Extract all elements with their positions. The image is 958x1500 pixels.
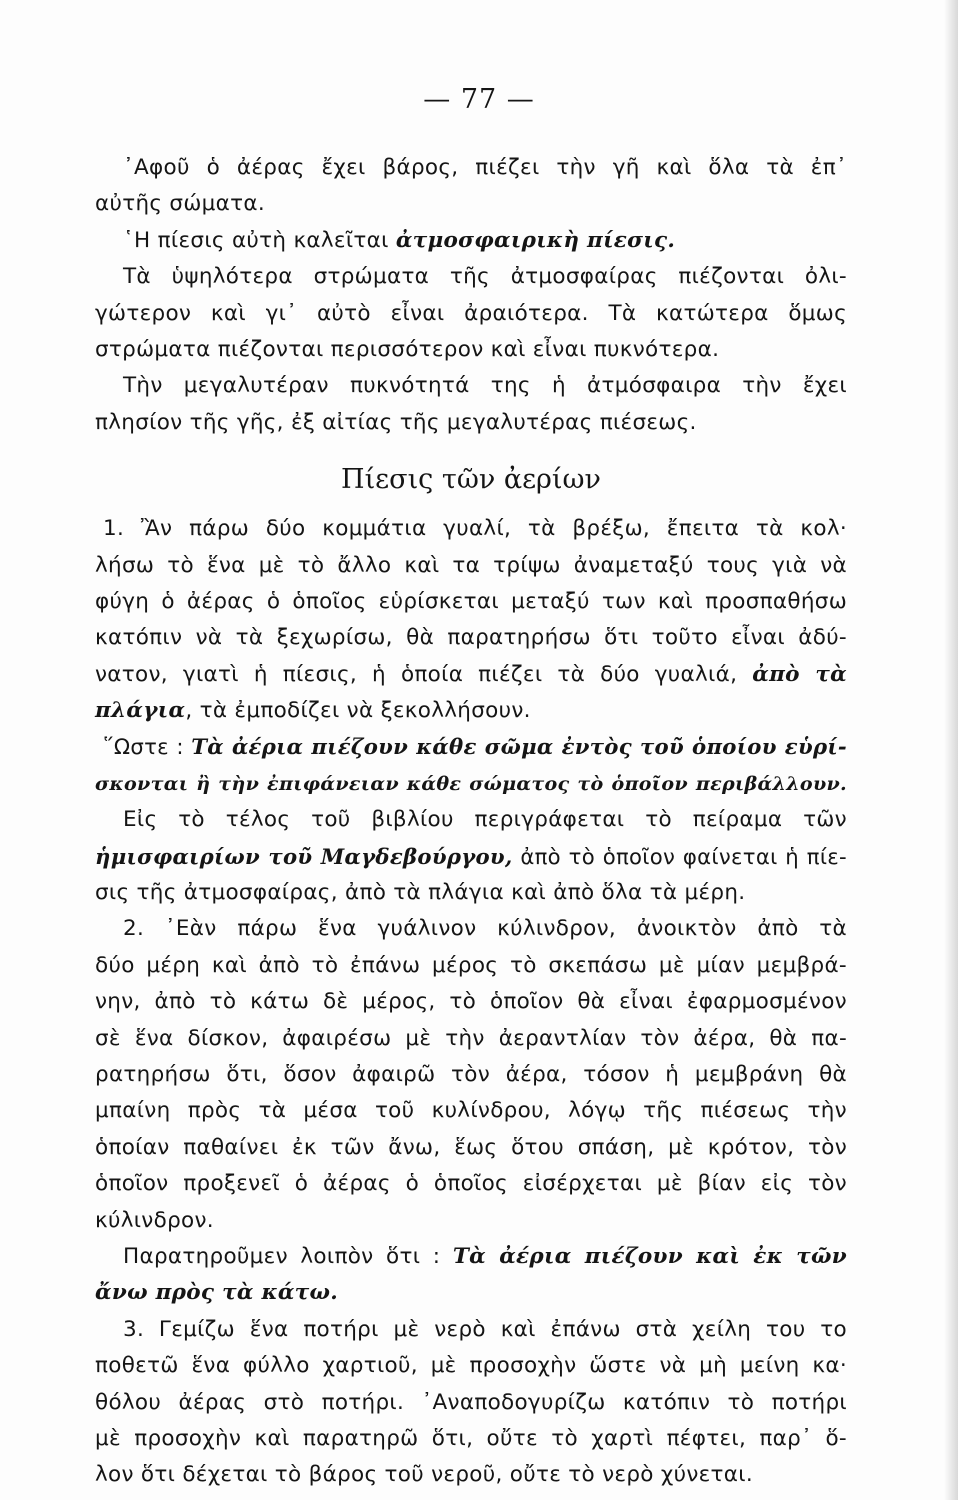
text-line: γώτερον καὶ γι᾿ αὐτὸ εἶναι ἀραιότερα. Τὰ κατώτερα ὅμως [95,300,847,326]
text-line: κατόπιν νὰ τὰ ξεχωρίσω, θὰ παρατηρήσω ὅτι τοῦτο εἶναι ἀδύ- [95,625,847,651]
text-line [95,693,847,729]
text-line: ὁποίαν παθαίνει ἐκ τῶν ἄνω, ἕως ὅτου σπάση, μὲ κρότον, τὸν [95,1134,847,1160]
text-span: , τὰ ἐμποδίζει νὰ ξεκολλήσουν. [185,698,531,724]
text-line [95,223,847,259]
text-line: σις τῆς ἀτμοσφαίρας, ἀπὸ τὰ πλάγια καὶ ἀπὸ ὅλα τὰ μέρη. [95,880,746,906]
text-line: Τὴν μεγαλυτέραν πυκνότητά της ἡ ἀτμόσφαιρα τὴν ἔχει [123,373,847,399]
text-line: ποθετῶ ἕνα φύλλο χαρτιοῦ, μὲ προσοχὴν ὥστε νὰ μὴ μείνη κα· [95,1353,847,1379]
emphasis-span: Τὰ ἀέρια πιέζουν κάθε σῶμα ἐντὸς τοῦ ὁποίου εὑρί- [191,734,847,760]
text-line: λον ὅτι δέχεται τὸ βάρος τοῦ νεροῦ, οὔτε τὸ νερὸ χύνεται. [95,1462,753,1488]
page-body [95,150,847,1494]
term-magdeburg-hemispheres: ἡμισφαιρίων τοῦ Μαγδεβούργου, [95,843,513,869]
text-line: σὲ ἕνα δίσκον, ἀφαιρέσω μὲ τὴν ἀεραντλίαν τὸν ἀέρα, θὰ πα- [95,1025,847,1051]
text-line: κύλινδρον. [95,1207,214,1233]
text-line: Εἰς τὸ τέλος τοῦ βιβλίου περιγράφεται τὸ πείραμα τῶν [123,807,847,833]
text-line: δύο μέρη καὶ ἀπὸ τὸ ἐπάνω μέρος τὸ σκεπάσω μὲ μίαν μεμβρά- [95,952,847,978]
text-line: σκονται ἢ τὴν ἐπιφάνειαν κάθε σώματος τὸ ὁποῖον περιβάλλουν. [95,771,847,795]
text-span: νατον, γιατὶ ἡ πίεσις, ἡ ὁποία πιέζει τὰ δύο γυαλιά, [95,661,753,687]
text-span: ἀπὸ τὸ ὁποῖον φαίνεται ἡ πίε- [512,843,847,869]
text-line: 2. ᾿Εὰν πάρω ἕνα γυάλινον κύλινδρον, ἀνοικτὸν ἀπὸ τὰ [123,916,847,942]
emphasis-span: πλάγια [95,698,186,724]
text-line [95,1239,847,1275]
text-line: λήσω τὸ ἕνα μὲ τὸ ἄλλο καὶ τα τρίψω ἀναμεταξύ τους γιὰ νὰ [95,552,847,578]
section-heading: Πίεσις τῶν ἀερίων [341,464,601,496]
text-span: ῞Ωστε : [103,734,192,760]
text-span: Παρατηροῦμεν λοιπὸν ὅτι : [123,1243,453,1269]
text-line [95,657,847,693]
text-line: στρώματα πιέζονται περισσότερον καὶ εἶναι πυκνότερα. [95,336,720,362]
text-line: πλησίον τῆς γῆς, ἐξ αἰτίας τῆς μεγαλυτέρας πιέσεως. [95,409,697,435]
text-line: νην, ἀπὸ τὸ κάτω δὲ μέρος, τὸ ὁποῖον θὰ εἶναι ἐφαρμοσμένον [95,989,847,1015]
text-line: Τὰ ὑψηλότερα στρώματα τῆς ἀτμοσφαίρας πιέζονται ὀλι- [123,264,847,290]
text-line: αὐτῆς σώματα. [95,191,265,217]
emphasis-span: ἀπὸ τὰ [752,661,848,687]
emphasis-span: Τὰ ἀέρια πιέζουν καὶ ἐκ τῶν [452,1243,847,1269]
text-line [95,839,847,875]
page-number: — 77 — [423,84,535,115]
text-line: ᾿Αφοῦ ὁ ἀέρας ἔχει βάρος, πιέζει τὴν γῆ καὶ ὅλα τὰ ἐπ᾿ [123,155,847,180]
text-line: φύγη ὁ ἀέρας ὁ ὁποῖος εὑρίσκεται μεταξύ των καὶ προσπαθήσω [95,588,847,614]
text-line: ἄνω πρὸς τὰ κάτω. [95,1280,339,1306]
page-edge-shadow [944,0,958,1500]
text-line: 3. Γεμίζω ἕνα ποτήρι μὲ νερὸ καὶ ἐπάνω στὰ χείλη του το [123,1316,847,1342]
text-line: ὁποῖον προξενεῖ ὁ ἀέρας ὁ ὁποῖος εἰσέρχεται μὲ βίαν εἰς τὸν [95,1171,847,1197]
text-line: ρατηρήσω ὅτι, ὅσον ἀφαιρῶ τὸν ἀέρα, τόσον ἡ μεμβράνη θὰ [95,1061,847,1087]
text-line: μὲ προσοχὴν καὶ παρατηρῶ ὅτι, οὔτε τὸ χαρτὶ πέφτει, παρ᾿ ὅ- [95,1425,847,1451]
text-line: μπαίνη πρὸς τὰ μέσα τοῦ κυλίνδρου, λόγῳ τῆς πιέσεως τὴν [95,1098,847,1124]
term-atmospheric-pressure: ἀτμοσφαιρικὴ πίεσις. [395,227,676,253]
text-line [95,729,847,765]
text-span: ῾Η πίεσις αὐτὴ καλεῖται [123,227,396,253]
text-line: 1. Ἂν πάρω δύο κομμάτια γυαλί, τὰ βρέξω, ἔπειτα τὰ κολ· [103,516,847,542]
text-line: θόλου ἀέρας στὸ ποτήρι. ᾿Αναποδογυρίζω κατόπιν τὸ ποτήρι [95,1389,847,1415]
